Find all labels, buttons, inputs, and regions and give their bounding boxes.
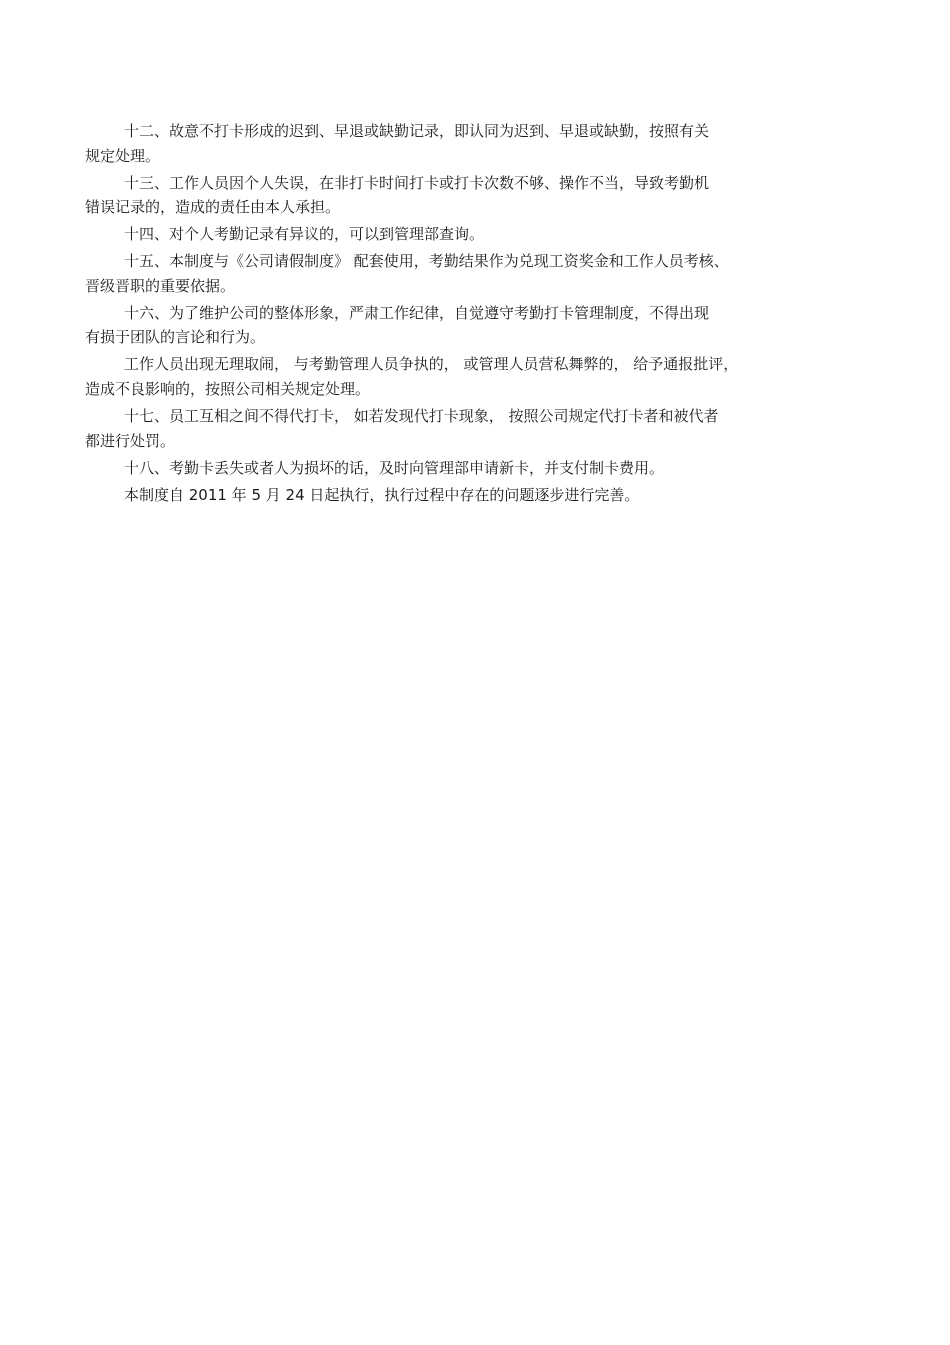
paragraph-line: 造成不良影响的，按照公司相关规定处理。 xyxy=(85,379,371,398)
paragraph-rule-18 xyxy=(85,456,865,481)
document-body xyxy=(85,119,865,510)
paragraph-line: 十四、对个人考勤记录有异议的，可以到管理部查询。 xyxy=(124,225,485,244)
paragraph-effective-date xyxy=(85,483,865,508)
paragraph-rule-16 xyxy=(85,301,865,350)
paragraph-line: 错误记录的，造成的责任由本人承担。 xyxy=(85,198,341,217)
paragraph-line: 十二、故意不打卡形成的迟到、早退或缺勤记录，即认同为迟到、早退或缺勤，按照有关 xyxy=(124,122,710,140)
paragraph-line: 晋级晋职的重要依据。 xyxy=(85,276,236,295)
paragraph-rule-12 xyxy=(85,119,865,168)
paragraph-line: 本制度自 2011 年 5 月 24 日起执行，执行过程中存在的问题逐步进行完善。 xyxy=(124,485,640,504)
paragraph-line: 十五、本制度与《公司请假制度》 配套使用，考勤结果作为兑现工资奖金和工作人员考核、 xyxy=(124,252,729,271)
paragraph-line: 工作人员出现无理取闹， 与考勤管理人员争执的， 或管理人员营私舞弊的， 给予通报批评， xyxy=(124,355,739,374)
paragraph-rule-13 xyxy=(85,171,865,220)
paragraph-rule-17 xyxy=(85,404,865,453)
paragraph-rule-14 xyxy=(85,222,865,247)
paragraph-line: 十六、为了维护公司的整体形象，严肃工作纪律，自觉遵守考勤打卡管理制度，不得出现 xyxy=(124,303,710,322)
paragraph-rule-15 xyxy=(85,249,865,298)
paragraph-rule-16-supplement xyxy=(85,352,865,401)
paragraph-line: 十七、员工互相之间不得代打卡， 如若发现代打卡现象， 按照公司规定代打卡者和被代者 xyxy=(124,407,719,426)
paragraph-line: 十三、工作人员因个人失误，在非打卡时间打卡或打卡次数不够、操作不当，导致考勤机 xyxy=(124,173,710,192)
paragraph-line: 规定处理。 xyxy=(85,146,161,165)
paragraph-line: 有损于团队的言论和行为。 xyxy=(85,328,266,347)
paragraph-line: 十八、考勤卡丢失或者人为损坏的话，及时向管理部申请新卡，并支付制卡费用。 xyxy=(124,458,665,477)
paragraph-line: 都进行处罚。 xyxy=(85,431,176,450)
